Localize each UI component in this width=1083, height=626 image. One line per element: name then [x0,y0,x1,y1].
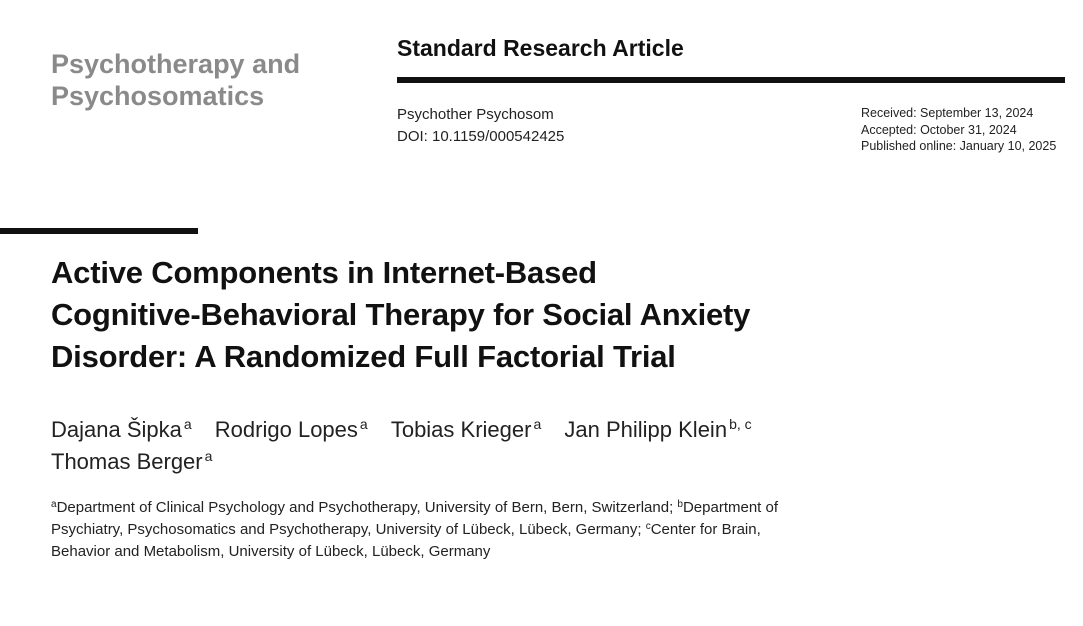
author-affiliation-mark: b, c [729,416,752,432]
journal-abbrev: Psychother Psychosom [397,106,554,123]
author-affiliation-mark: a [204,448,213,464]
author[interactable] [564,414,751,446]
affiliation-text: Center for Brain, [650,521,761,538]
affiliation-mark-b: b [677,499,683,510]
author-affiliation-mark: a [533,416,542,432]
journal-name-line1: Psychotherapy and [51,49,301,79]
author[interactable] [51,446,212,478]
author-list [51,414,951,478]
author[interactable] [391,414,541,446]
affiliation-mark-a: a [51,499,57,510]
doi-link[interactable]: DOI: 10.1159/000542425 [397,128,565,145]
accepted-date: Accepted: October 31, 2024 [861,122,1017,137]
affiliations [51,497,871,563]
journal-meta [397,104,564,148]
affiliation-line-3: Behavior and Metabolism, University of Lübeck, Lübeck, Germany [51,543,491,560]
title-rule [0,228,198,234]
affiliation-line-2 [51,519,871,541]
affiliation-mark-c: c [645,521,651,532]
author[interactable] [215,414,368,446]
author[interactable] [51,414,192,446]
affiliation-text: Department of Clinical Psychology and Psychotherapy, University of Bern, Bern, Switzerland; [56,499,678,516]
title-line-2: Cognitive-Behavioral Therapy for Social Anxiety [51,297,751,332]
journal-name [51,48,351,112]
received-date: Received: September 13, 2024 [861,106,1034,120]
affiliation-text: Psychiatry, Psychosomatics and Psychotherapy, University of Lübeck, Lübeck, Germany; [51,521,646,538]
article-type: Standard Research Article [397,35,684,61]
author-name: Rodrigo Lopes [214,417,358,442]
journal-name-line2: Psychosomatics [51,81,265,111]
published-date: Published online: January 10, 2025 [861,139,1057,153]
author-name: Dajana Šipka [51,417,182,442]
author-affiliation-mark: a [183,416,192,432]
affiliation-text: Department of [682,499,779,516]
affiliation-line-1 [51,497,871,519]
author-name: Thomas Berger [51,449,203,474]
title-line-1: Active Components in Internet-Based [51,255,597,290]
author-name: Jan Philipp Klein [564,417,728,442]
author-affiliation-mark: a [359,416,368,432]
author-line-1 [51,414,951,446]
author-name: Tobias Krieger [390,417,532,442]
author-line-2 [51,446,951,478]
article-title [51,252,931,378]
title-line-3: Disorder: A Randomized Full Factorial Trial [51,339,676,374]
header-rule [397,77,1065,83]
publication-dates [861,105,1056,155]
